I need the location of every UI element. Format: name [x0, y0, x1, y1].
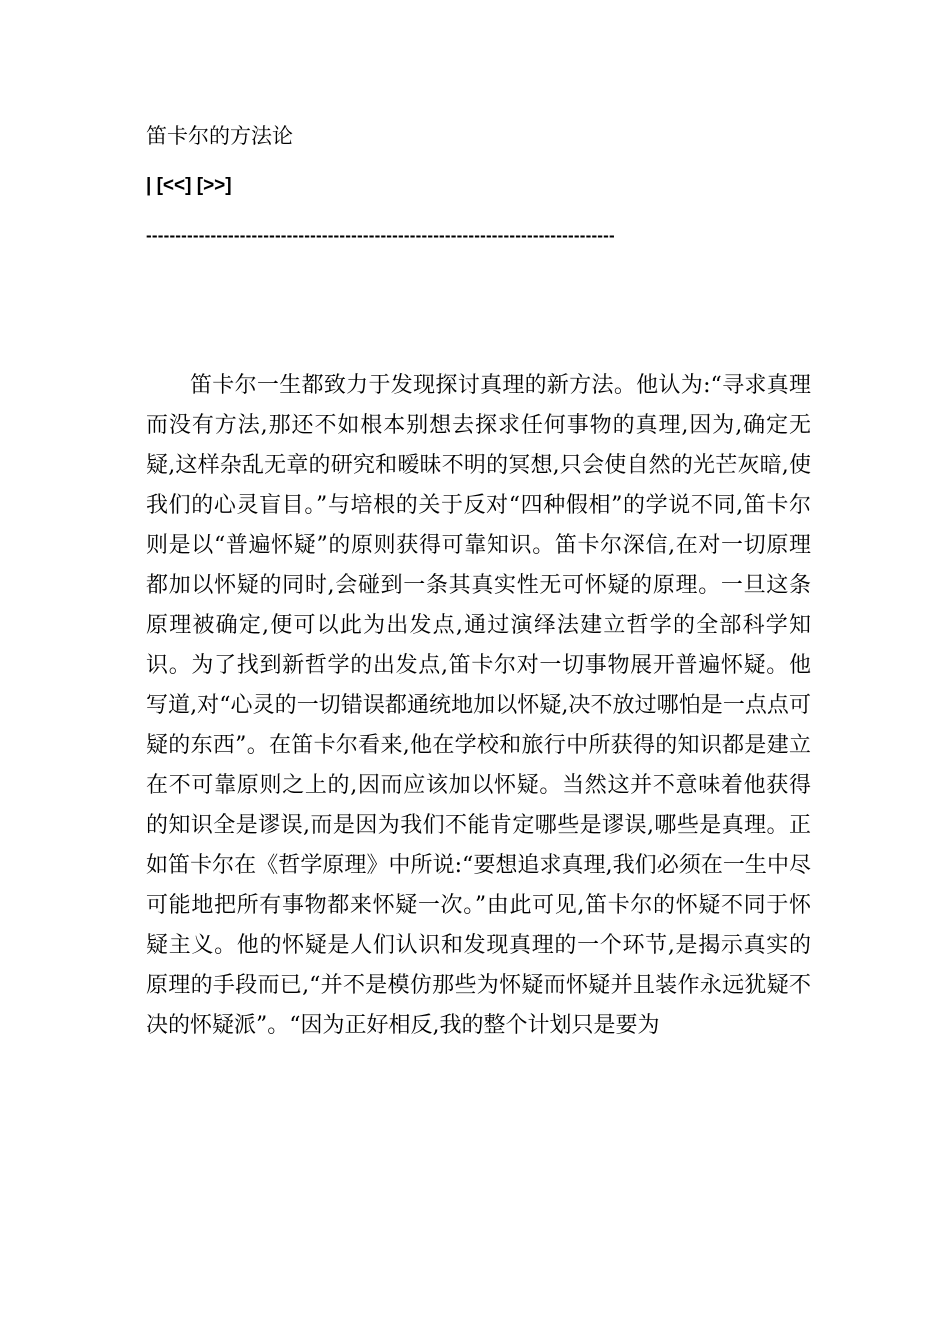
page-navigation [146, 173, 232, 199]
nav-home-link[interactable]: | [146, 175, 152, 196]
document-title: 笛卡尔的方法论 [146, 124, 293, 148]
nav-next-link[interactable]: [>>] [196, 175, 232, 196]
nav-prev-link[interactable]: [<<] [156, 175, 192, 196]
dashed-divider: -------------------------------------------------------------------------------- [146, 226, 615, 245]
body-paragraph: 笛卡尔一生都致力于发现探讨真理的新方法。他认为:“寻求真理而没有方法,那还不如根本别想去探求任何事物的真理,因为,确定无疑,这样杂乱无章的研究和暧昧不明的冥想,只会使自然的光芒灰暗,使我们的心灵盲目。”与培根的关于反对“四种假相”的学说不同,笛卡尔则是以“普遍怀疑”的原则获得可靠知识。笛卡尔深信,在对一切原理都加以怀疑的同时,会碰到一条其真实性无可怀疑的原理。一旦这条原理被确定,便可以此为出发点,通过演绎法建立哲学的全部科学知识。为了找到新哲学的出发点,笛卡尔对一切事物展开普遍怀疑。他写道,对“心灵的一切错误都通统地加以怀疑,决不放过哪怕是一点点可疑的东西”。在笛卡尔看来,他在学校和旅行中所获得的知识都是建立在不可靠原则之上的,因而应该加以怀疑。当然这并不意味着他获得的知识全是谬误,而是因为我们不能肯定哪些是谬误,哪些是真理。正如笛卡尔在《哲学原理》中所说:“要想追求真理,我们必须在一生中尽可能地把所有事物都来怀疑一次。”由此可见,笛卡尔的怀疑不同于怀疑主义。他的怀疑是人们认识和发现真理的一个环节,是揭示真实的原理的手段而已,“并不是模仿那些为怀疑而怀疑并且装作永远犹疑不决的怀疑派”。“因为正好相反,我的整个计划只是要为 [146, 373, 811, 1038]
